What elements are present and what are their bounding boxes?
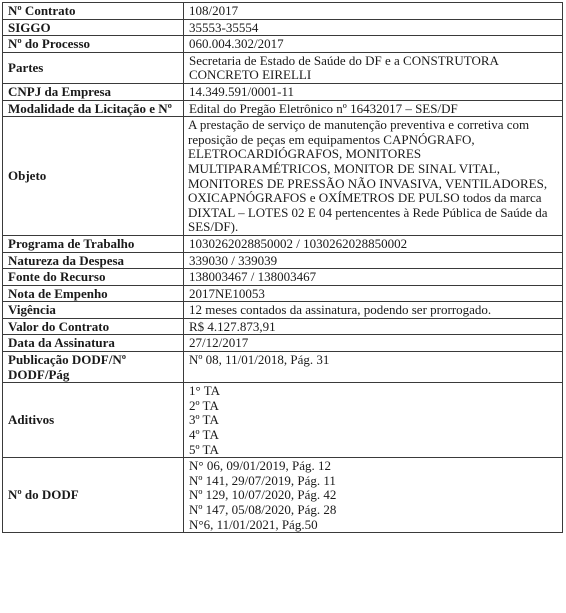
label-objeto: Objeto [3,117,184,236]
label-publicacao: Publicação DODF/Nº DODF/Pág [3,352,184,383]
row-fonte [3,269,563,286]
value-fonte: 138003467 / 138003467 [184,269,563,286]
row-partes [3,52,563,83]
value-natureza: 339030 / 339039 [184,252,563,269]
value-partes: Secretaria de Estado de Saúde do DF e a CONSTRUTORA CONCRETO EIRELLI [184,52,563,83]
value-processo: 060.004.302/2017 [184,36,563,53]
value-programa: 1030262028850002 / 1030262028850002 [184,235,563,252]
label-contrato: Nº Contrato [3,3,184,20]
aditivo-item: 5º TA [189,441,219,457]
label-programa: Programa de Trabalho [3,235,184,252]
row-objeto [3,117,563,236]
row-cnpj [3,83,563,100]
value-dodf [184,458,563,533]
value-assinatura: 27/12/2017 [184,335,563,352]
value-siggo: 35553-35554 [184,19,563,36]
row-dodf [3,458,563,533]
aditivo-item: 2º TA [189,397,219,413]
value-empenho: 2017NE10053 [184,285,563,302]
row-programa [3,235,563,252]
dodf-item: Nº 141, 29/07/2019, Pág. 11 [189,472,336,488]
value-contrato: 108/2017 [184,3,563,20]
label-assinatura: Data da Assinatura [3,335,184,352]
value-objeto: A prestação de serviço de manutenção preventiva e corretiva com reposição de peças em equipamentos CAPNÓGRAFO, ELETROCARDIÓGRAFOS, MONITORES MULTIPARAMÉTRICOS, MONITOR DE SINAL VITAL, MONITORES DE PRESSÃO NÃO INVASIVA, VENTILADORES, OXICAPNÓGRAFOS e OXÍMETROS DE PULSO todos da marca DIXTAL – LOTES 02 E 04 pertencentes à Rede Pública de Saúde da SES/DF). [184,117,563,236]
row-vigencia [3,302,563,319]
dodf-item: Nº 147, 05/08/2020, Pág. 28 [189,502,337,517]
row-empenho [3,285,563,302]
label-processo: Nº do Processo [3,36,184,53]
row-aditivos [3,383,563,458]
dodf-item: Nº 129, 10/07/2020, Pág. 42 [189,487,337,503]
row-modalidade [3,100,563,117]
value-publicacao: Nº 08, 11/01/2018, Pág. 31 [184,352,563,383]
row-processo [3,36,563,53]
label-empenho: Nota de Empenho [3,285,184,302]
label-natureza: Natureza da Despesa [3,252,184,269]
row-siggo [3,19,563,36]
label-aditivos: Aditivos [3,383,184,458]
label-cnpj: CNPJ da Empresa [3,83,184,100]
dodf-item: N° 06, 09/01/2019, Pág. 12 [189,458,332,474]
value-cnpj: 14.349.591/0001-11 [184,83,563,100]
value-aditivos [184,383,563,458]
row-contrato [3,3,563,20]
aditivo-item: 1° TA [189,383,221,399]
label-siggo: SIGGO [3,19,184,36]
contract-table [2,2,563,533]
row-publicacao [3,352,563,383]
aditivo-item: 4º TA [189,427,219,443]
aditivo-item: 3º TA [189,412,219,428]
label-partes: Partes [3,52,184,83]
label-dodf: Nº do DODF [3,458,184,533]
row-assinatura [3,335,563,352]
label-fonte: Fonte do Recurso [3,269,184,286]
row-valor [3,318,563,335]
value-valor: R$ 4.127.873,91 [184,318,563,335]
label-valor: Valor do Contrato [3,318,184,335]
label-modalidade: Modalidade da Licitação e Nº [3,100,184,117]
value-modalidade: Edital do Pregão Eletrônico nº 16432017 – SES/DF [184,100,563,117]
dodf-item: N°6, 11/01/2021, Pág.50 [189,516,318,532]
row-natureza [3,252,563,269]
value-vigencia: 12 meses contados da assinatura, podendo ser prorrogado. [184,302,563,319]
label-vigencia: Vigência [3,302,184,319]
